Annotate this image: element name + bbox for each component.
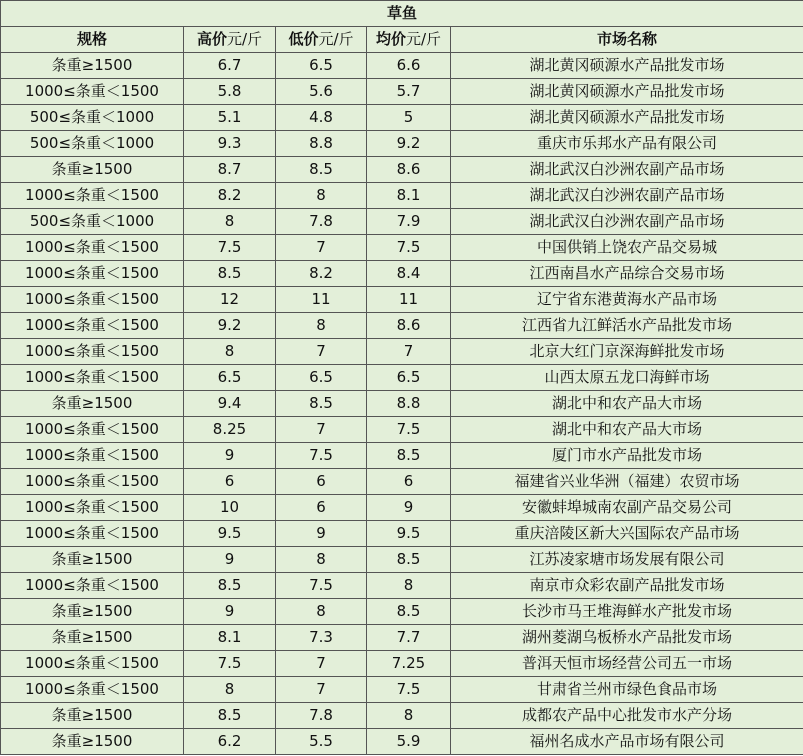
cell-avg-price: 8.6 (367, 157, 451, 183)
cell-market-name: 湖北武汉白沙洲农副产品市场 (451, 209, 803, 235)
cell-high-price: 8.25 (184, 417, 276, 443)
cell-spec: 1000≤条重＜1500 (1, 677, 184, 703)
cell-avg-price: 8.4 (367, 261, 451, 287)
cell-low-price: 11 (276, 287, 367, 313)
cell-market-name: 重庆涪陵区新大兴国际农产品市场 (451, 521, 803, 547)
table-row (1, 573, 803, 599)
cell-avg-price: 9 (367, 495, 451, 521)
header-row (1, 27, 803, 53)
cell-avg-price: 8.6 (367, 313, 451, 339)
cell-market-name: 辽宁省东港黄海水产品市场 (451, 287, 803, 313)
cell-low-price: 6 (276, 495, 367, 521)
table-row (1, 599, 803, 625)
cell-high-price: 8 (184, 677, 276, 703)
cell-low-price: 6.5 (276, 365, 367, 391)
cell-spec: 1000≤条重＜1500 (1, 469, 184, 495)
cell-avg-price: 7.7 (367, 625, 451, 651)
cell-low-price: 8.8 (276, 131, 367, 157)
cell-low-price: 7 (276, 677, 367, 703)
table-row (1, 677, 803, 703)
cell-avg-price: 8 (367, 573, 451, 599)
cell-market-name: 安徽蚌埠城南农副产品交易公司 (451, 495, 803, 521)
header-high (184, 27, 276, 53)
cell-high-price: 6.7 (184, 53, 276, 79)
cell-avg-price: 5.7 (367, 79, 451, 105)
cell-spec: 1000≤条重＜1500 (1, 651, 184, 677)
cell-high-price: 10 (184, 495, 276, 521)
cell-high-price: 9 (184, 599, 276, 625)
cell-high-price: 8.2 (184, 183, 276, 209)
cell-spec: 1000≤条重＜1500 (1, 443, 184, 469)
cell-market-name: 湖州菱湖乌板桥水产品批发市场 (451, 625, 803, 651)
table-row (1, 183, 803, 209)
cell-spec: 条重≥1500 (1, 547, 184, 573)
cell-spec: 1000≤条重＜1500 (1, 417, 184, 443)
cell-low-price: 4.8 (276, 105, 367, 131)
cell-avg-price: 8.5 (367, 599, 451, 625)
cell-spec: 500≤条重＜1000 (1, 209, 184, 235)
cell-avg-price: 8.8 (367, 391, 451, 417)
cell-market-name: 江西南昌水产品综合交易市场 (451, 261, 803, 287)
table-row (1, 131, 803, 157)
table-row (1, 417, 803, 443)
cell-high-price: 5.8 (184, 79, 276, 105)
cell-spec: 1000≤条重＜1500 (1, 287, 184, 313)
cell-low-price: 7 (276, 339, 367, 365)
cell-market-name: 厦门市水产品批发市场 (451, 443, 803, 469)
table-row (1, 235, 803, 261)
cell-avg-price: 8.5 (367, 547, 451, 573)
table-row (1, 261, 803, 287)
cell-spec: 条重≥1500 (1, 625, 184, 651)
table-row (1, 703, 803, 729)
cell-high-price: 8.7 (184, 157, 276, 183)
cell-avg-price: 8.5 (367, 443, 451, 469)
cell-spec: 条重≥1500 (1, 729, 184, 755)
table-row (1, 209, 803, 235)
table-row (1, 443, 803, 469)
cell-spec: 条重≥1500 (1, 157, 184, 183)
cell-spec: 1000≤条重＜1500 (1, 79, 184, 105)
table-row (1, 391, 803, 417)
cell-avg-price: 11 (367, 287, 451, 313)
title-row (1, 1, 803, 27)
cell-high-price: 8.5 (184, 261, 276, 287)
cell-market-name: 湖北黄冈硕源水产品批发市场 (451, 79, 803, 105)
cell-avg-price: 5 (367, 105, 451, 131)
header-high-label: 高价 (196, 30, 227, 48)
table-row (1, 495, 803, 521)
cell-spec: 1000≤条重＜1500 (1, 313, 184, 339)
cell-market-name: 中国供销上饶农产品交易城 (451, 235, 803, 261)
header-high-unit: 元/斤 (226, 30, 263, 48)
cell-high-price: 7.5 (184, 235, 276, 261)
cell-low-price: 8.5 (276, 391, 367, 417)
cell-market-name: 普洱天恒市场经营公司五一市场 (451, 651, 803, 677)
cell-market-name: 甘肃省兰州市绿色食品市场 (451, 677, 803, 703)
cell-high-price: 9.4 (184, 391, 276, 417)
header-market: 市场名称 (451, 27, 803, 53)
table-row (1, 521, 803, 547)
cell-low-price: 8 (276, 313, 367, 339)
cell-spec: 条重≥1500 (1, 703, 184, 729)
cell-high-price: 9.5 (184, 521, 276, 547)
cell-spec: 1000≤条重＜1500 (1, 573, 184, 599)
cell-low-price: 7 (276, 235, 367, 261)
table-row (1, 105, 803, 131)
cell-market-name: 湖北中和农产品大市场 (451, 391, 803, 417)
cell-high-price: 9 (184, 547, 276, 573)
cell-market-name: 湖北黄冈硕源水产品批发市场 (451, 53, 803, 79)
cell-avg-price: 7.9 (367, 209, 451, 235)
cell-low-price: 7.8 (276, 209, 367, 235)
cell-low-price: 6 (276, 469, 367, 495)
cell-low-price: 7.5 (276, 573, 367, 599)
cell-avg-price: 6 (367, 469, 451, 495)
table-row (1, 625, 803, 651)
table-row (1, 365, 803, 391)
cell-high-price: 8 (184, 339, 276, 365)
cell-high-price: 5.1 (184, 105, 276, 131)
cell-avg-price: 5.9 (367, 729, 451, 755)
cell-avg-price: 7.5 (367, 417, 451, 443)
cell-market-name: 北京大红门京深海鲜批发市场 (451, 339, 803, 365)
cell-avg-price: 7 (367, 339, 451, 365)
cell-avg-price: 9.2 (367, 131, 451, 157)
cell-spec: 1000≤条重＜1500 (1, 521, 184, 547)
cell-low-price: 7.8 (276, 703, 367, 729)
header-low-label: 低价 (288, 30, 319, 48)
header-avg-unit: 元/斤 (405, 30, 442, 48)
cell-market-name: 成都农产品中心批发市水产分场 (451, 703, 803, 729)
cell-high-price: 9.3 (184, 131, 276, 157)
cell-market-name: 福州名成水产品市场有限公司 (451, 729, 803, 755)
cell-spec: 1000≤条重＜1500 (1, 495, 184, 521)
cell-low-price: 6.5 (276, 53, 367, 79)
header-low-unit: 元/斤 (318, 30, 354, 48)
cell-high-price: 7.5 (184, 651, 276, 677)
table-row (1, 79, 803, 105)
table-row (1, 313, 803, 339)
cell-spec: 条重≥1500 (1, 53, 184, 79)
cell-avg-price: 6.6 (367, 53, 451, 79)
cell-low-price: 5.6 (276, 79, 367, 105)
table-row (1, 157, 803, 183)
table-row (1, 547, 803, 573)
cell-high-price: 8.1 (184, 625, 276, 651)
cell-market-name: 江西省九江鲜活水产品批发市场 (451, 313, 803, 339)
cell-low-price: 7 (276, 417, 367, 443)
cell-spec: 1000≤条重＜1500 (1, 183, 184, 209)
cell-market-name: 湖北中和农产品大市场 (451, 417, 803, 443)
cell-high-price: 8.5 (184, 573, 276, 599)
cell-high-price: 8 (184, 209, 276, 235)
cell-avg-price: 8.1 (367, 183, 451, 209)
cell-low-price: 9 (276, 521, 367, 547)
cell-market-name: 长沙市马王堆海鲜水产批发市场 (451, 599, 803, 625)
table-title: 草鱼 (1, 1, 803, 27)
cell-avg-price: 7.5 (367, 235, 451, 261)
header-low (276, 27, 367, 53)
header-avg-label: 均价 (375, 30, 406, 48)
table-row (1, 287, 803, 313)
cell-low-price: 8 (276, 547, 367, 573)
header-spec: 规格 (1, 27, 184, 53)
cell-spec: 条重≥1500 (1, 391, 184, 417)
cell-high-price: 6 (184, 469, 276, 495)
cell-spec: 1000≤条重＜1500 (1, 261, 184, 287)
table-row (1, 53, 803, 79)
cell-low-price: 7.5 (276, 443, 367, 469)
cell-avg-price: 8 (367, 703, 451, 729)
table-row (1, 469, 803, 495)
cell-low-price: 7 (276, 651, 367, 677)
cell-market-name: 福建省兴业华洲（福建）农贸市场 (451, 469, 803, 495)
cell-spec: 1000≤条重＜1500 (1, 235, 184, 261)
cell-avg-price: 7.25 (367, 651, 451, 677)
cell-low-price: 8.2 (276, 261, 367, 287)
cell-market-name: 湖北黄冈硕源水产品批发市场 (451, 105, 803, 131)
cell-spec: 500≤条重＜1000 (1, 131, 184, 157)
cell-low-price: 8 (276, 183, 367, 209)
cell-low-price: 5.5 (276, 729, 367, 755)
cell-avg-price: 7.5 (367, 677, 451, 703)
cell-spec: 条重≥1500 (1, 599, 184, 625)
cell-high-price: 9.2 (184, 313, 276, 339)
cell-high-price: 12 (184, 287, 276, 313)
cell-avg-price: 6.5 (367, 365, 451, 391)
table-row (1, 339, 803, 365)
cell-high-price: 6.2 (184, 729, 276, 755)
cell-market-name: 重庆市乐邦水产品有限公司 (451, 131, 803, 157)
cell-market-name: 山西太原五龙口海鲜市场 (451, 365, 803, 391)
cell-spec: 1000≤条重＜1500 (1, 339, 184, 365)
cell-market-name: 湖北武汉白沙洲农副产品市场 (451, 183, 803, 209)
cell-avg-price: 9.5 (367, 521, 451, 547)
cell-spec: 500≤条重＜1000 (1, 105, 184, 131)
cell-high-price: 8.5 (184, 703, 276, 729)
cell-low-price: 8 (276, 599, 367, 625)
cell-market-name: 南京市众彩农副产品批发市场 (451, 573, 803, 599)
cell-low-price: 8.5 (276, 157, 367, 183)
table-row (1, 651, 803, 677)
cell-market-name: 江苏凌家塘市场发展有限公司 (451, 547, 803, 573)
cell-high-price: 6.5 (184, 365, 276, 391)
cell-market-name: 湖北武汉白沙洲农副产品市场 (451, 157, 803, 183)
cell-low-price: 7.3 (276, 625, 367, 651)
cell-spec: 1000≤条重＜1500 (1, 365, 184, 391)
cell-high-price: 9 (184, 443, 276, 469)
table-row (1, 729, 803, 755)
table-body (1, 53, 803, 755)
header-avg (367, 27, 451, 53)
